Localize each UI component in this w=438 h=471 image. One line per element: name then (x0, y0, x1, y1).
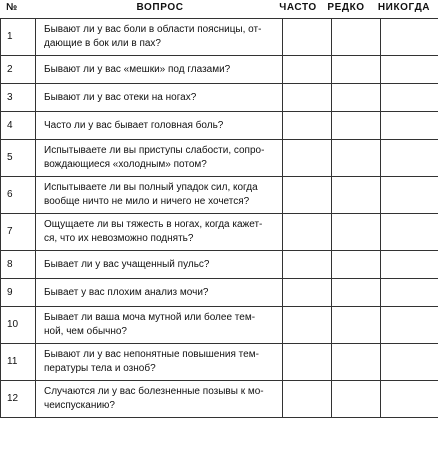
table-row (1, 279, 438, 307)
answer-rarely-cell[interactable] (332, 279, 381, 307)
answer-never-cell[interactable] (381, 112, 438, 140)
answer-never-cell[interactable] (381, 344, 438, 381)
row-number: 4 (1, 112, 36, 140)
table-row (1, 140, 438, 177)
answer-rarely-cell[interactable] (332, 251, 381, 279)
question-line: пературы тела и озноб? (44, 363, 156, 374)
answer-rarely-cell[interactable] (332, 19, 381, 56)
row-number: 3 (1, 84, 36, 112)
table-row (1, 214, 438, 251)
table-row (1, 307, 438, 344)
row-number: 2 (1, 56, 36, 84)
answer-never-cell[interactable] (381, 251, 438, 279)
answer-never-cell[interactable] (381, 307, 438, 344)
question-line: Бывает ли у вас учащенный пульс? (44, 258, 210, 270)
answer-never-cell[interactable] (381, 140, 438, 177)
answer-never-cell[interactable] (381, 177, 438, 214)
row-number: 8 (1, 251, 36, 279)
question-line: Бывает ли ваша моча мутной или более тем- (44, 312, 256, 323)
question-text (36, 279, 283, 307)
table-row (1, 251, 438, 279)
row-number: 7 (1, 214, 36, 251)
table-row (1, 84, 438, 112)
answer-rarely-cell[interactable] (332, 214, 381, 251)
question-text (36, 177, 283, 214)
answer-rarely-cell[interactable] (332, 381, 381, 418)
question-line: ся, что их невозможно поднять? (44, 233, 194, 244)
answer-rarely-cell[interactable] (332, 84, 381, 112)
answer-often-cell[interactable] (283, 112, 332, 140)
question-line: вождающиеся «холодным» потом? (44, 159, 207, 170)
question-line: дающие в бок или в пах? (44, 38, 161, 49)
header-number: № (6, 2, 18, 13)
row-number: 12 (1, 381, 36, 418)
question-text (36, 381, 283, 418)
table-header (0, 0, 438, 18)
answer-often-cell[interactable] (283, 177, 332, 214)
table-row (1, 19, 438, 56)
table-row (1, 344, 438, 381)
row-number: 10 (1, 307, 36, 344)
answer-rarely-cell[interactable] (332, 140, 381, 177)
header-often: ЧАСТО (279, 2, 317, 13)
table-row (1, 381, 438, 418)
answer-often-cell[interactable] (283, 381, 332, 418)
row-number: 5 (1, 140, 36, 177)
question-line: Бывают ли у вас «мешки» под глазами? (44, 63, 231, 75)
header-never: НИКОГДА (377, 2, 431, 13)
answer-often-cell[interactable] (283, 279, 332, 307)
question-text (36, 56, 283, 84)
question-line: Ощущаете ли вы тяжесть в ногах, когда кажет- (44, 219, 263, 230)
questionnaire-table (0, 18, 438, 418)
answer-never-cell[interactable] (381, 279, 438, 307)
answer-often-cell[interactable] (283, 307, 332, 344)
question-line: Бывает у вас плохим анализ мочи? (44, 286, 209, 298)
question-text (36, 19, 283, 56)
answer-never-cell[interactable] (381, 381, 438, 418)
answer-never-cell[interactable] (381, 56, 438, 84)
question-text (36, 140, 283, 177)
question-text (36, 84, 283, 112)
question-line: Случаются ли у вас болезненные позывы к мо- (44, 386, 264, 397)
answer-rarely-cell[interactable] (332, 344, 381, 381)
question-text (36, 112, 283, 140)
question-text (36, 307, 283, 344)
question-text (36, 251, 283, 279)
row-number: 9 (1, 279, 36, 307)
question-line: Бывают ли у вас отеки на ногах? (44, 91, 197, 103)
header-question: ВОПРОС (136, 2, 184, 13)
header-rarely: РЕДКО (327, 2, 365, 13)
answer-never-cell[interactable] (381, 84, 438, 112)
question-line: Бывают ли у вас боли в области поясницы, от- (44, 24, 262, 35)
question-line: ной, чем обычно? (44, 326, 127, 337)
table-row (1, 56, 438, 84)
question-line: чеиспусканию? (44, 400, 115, 411)
table-row (1, 112, 438, 140)
answer-rarely-cell[interactable] (332, 112, 381, 140)
row-number: 1 (1, 19, 36, 56)
answer-often-cell[interactable] (283, 344, 332, 381)
question-text (36, 214, 283, 251)
answer-often-cell[interactable] (283, 251, 332, 279)
answer-often-cell[interactable] (283, 84, 332, 112)
answer-rarely-cell[interactable] (332, 177, 381, 214)
row-number: 6 (1, 177, 36, 214)
table-row (1, 177, 438, 214)
question-text (36, 344, 283, 381)
question-line: Испытываете ли вы полный упадок сил, когда (44, 182, 258, 193)
answer-often-cell[interactable] (283, 140, 332, 177)
answer-often-cell[interactable] (283, 19, 332, 56)
row-number: 11 (1, 344, 36, 381)
answer-never-cell[interactable] (381, 19, 438, 56)
question-line: Испытываете ли вы приступы слабости, сопро- (44, 145, 265, 156)
answer-rarely-cell[interactable] (332, 56, 381, 84)
question-line: Часто ли у вас бывает головная боль? (44, 119, 224, 131)
answer-often-cell[interactable] (283, 56, 332, 84)
question-line: Бывают ли у вас непонятные повышения тем- (44, 349, 259, 360)
answer-often-cell[interactable] (283, 214, 332, 251)
answer-never-cell[interactable] (381, 214, 438, 251)
answer-rarely-cell[interactable] (332, 307, 381, 344)
question-line: вообще ничто не мило и ничего не хочется? (44, 196, 250, 207)
